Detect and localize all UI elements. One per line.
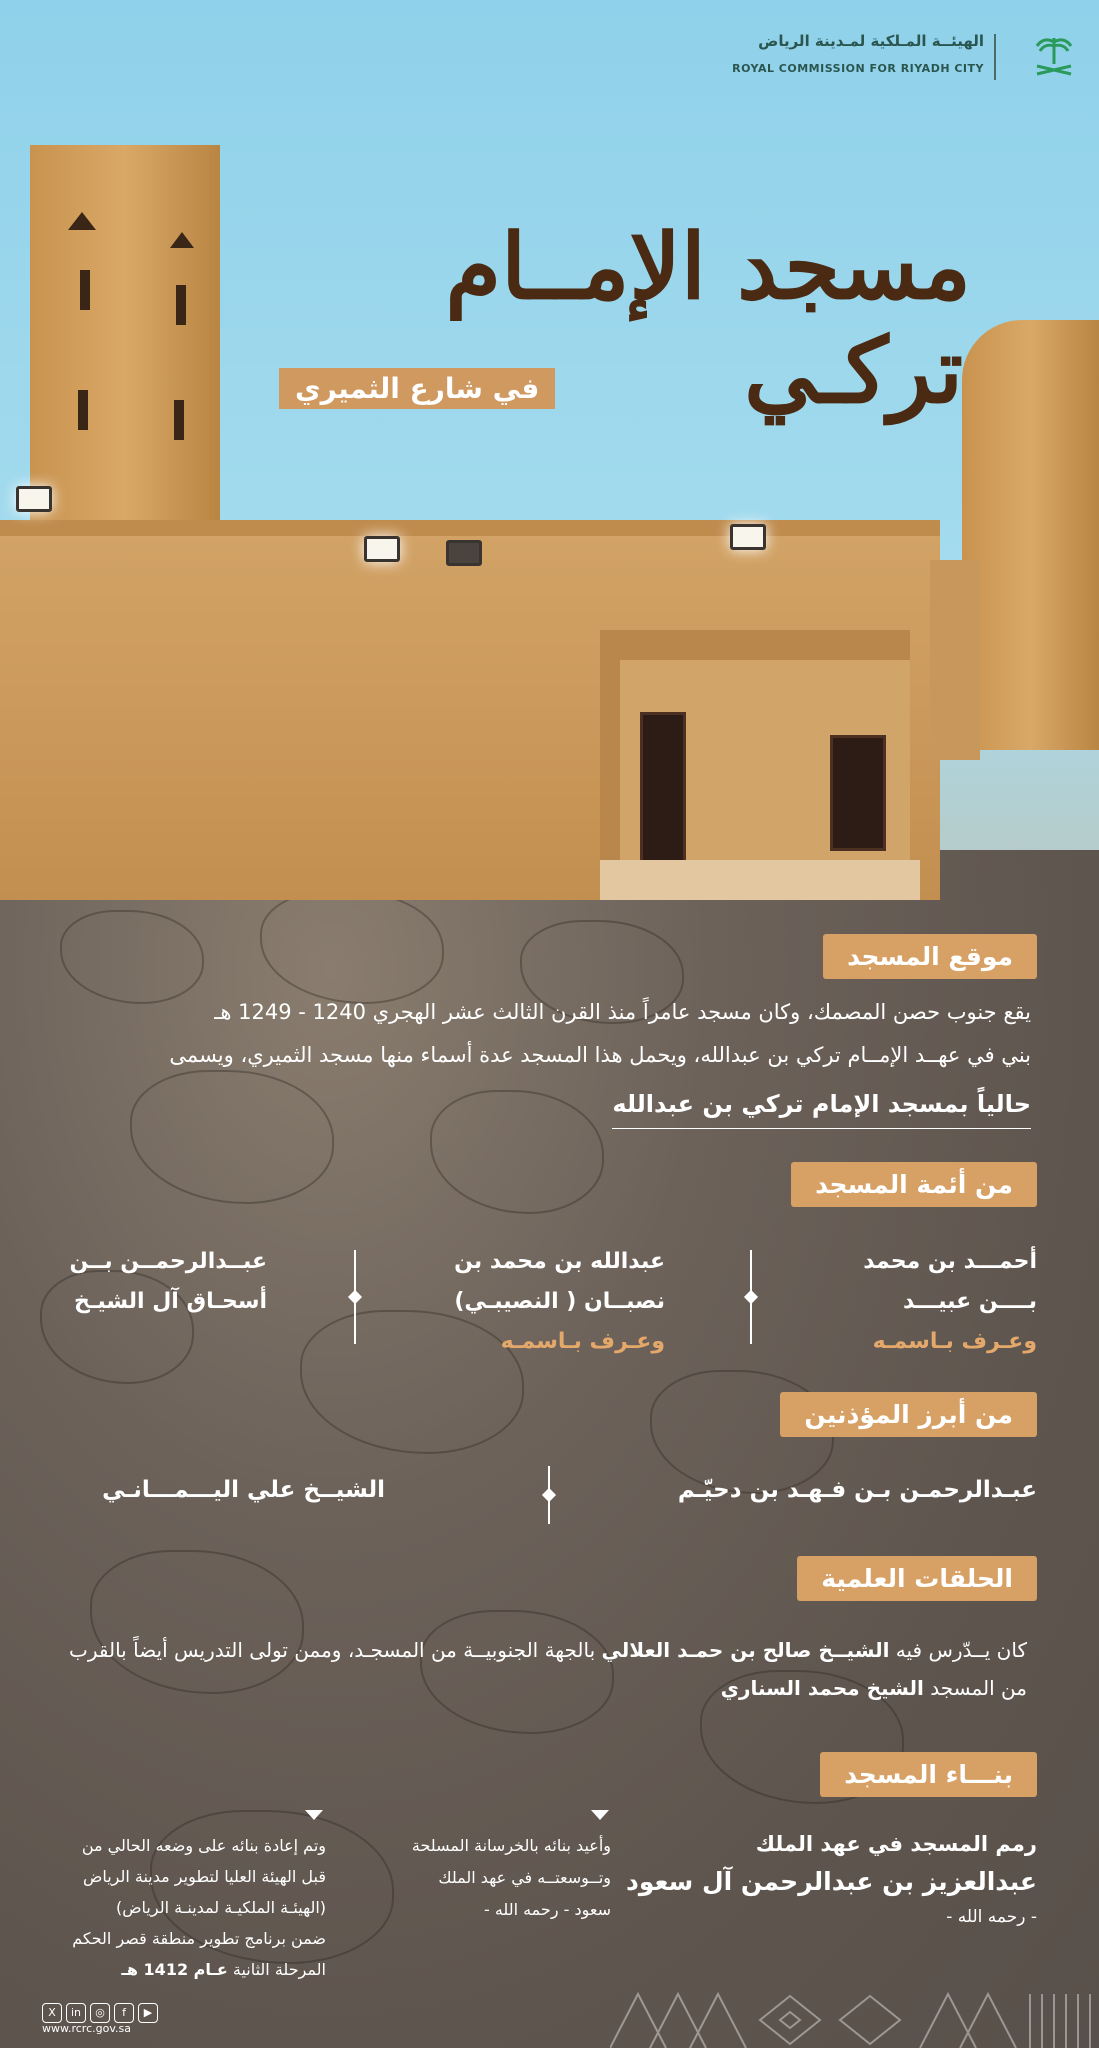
circles-heading: الحلقات العلمية <box>797 1556 1037 1601</box>
divider <box>548 1466 550 1524</box>
muezzin-name: عبـدالرحمـن بـن فـهـد بن دحيّـم <box>677 1477 1037 1503</box>
construction-col <box>72 1830 326 1985</box>
page-title-line1: مسجد الإمــام <box>445 214 971 320</box>
muezzin-name: الشيــخ علي اليـــمـــانـي <box>102 1477 385 1503</box>
imam-item <box>37 1242 267 1322</box>
org-name-ar: الهيئــة المـلكية لمـدينة الرياض <box>758 32 984 50</box>
construction-col <box>412 1830 611 1926</box>
imam-line: أسحـاق آل الشيـخ <box>74 1289 267 1314</box>
construction-text: وتــوسعتــه في عهد الملك <box>438 1868 611 1887</box>
linkedin-icon[interactable]: in <box>66 2003 86 2023</box>
mosque-inner-door <box>830 735 886 851</box>
circles-line2 <box>721 1666 1027 1710</box>
construction-text: ضمن برنامج تطوير منطقة قصر الحكم <box>72 1929 326 1948</box>
construction-text: - رحمه الله - <box>946 1907 1037 1927</box>
construction-text <box>72 1954 326 1985</box>
header <box>0 28 1080 88</box>
circles-text: بالجهة الجنوبيــة من المسجـد، وممن تولى التدريس أيضاً بالقرب <box>69 1638 602 1662</box>
page-subtitle: في شارع الثميري <box>279 368 555 409</box>
location-highlight: حالياً بمسجد الإمام تركي بن عبدالله <box>612 1090 1031 1129</box>
website-link[interactable]: www.rcrc.gov.sa <box>42 2022 131 2035</box>
youtube-icon[interactable]: ▶ <box>138 2003 158 2023</box>
location-heading: موقع المسجد <box>823 934 1037 979</box>
imam-line: وعـرف بـاسمـه <box>500 1329 665 1354</box>
imams-heading: من أئمة المسجد <box>791 1162 1037 1207</box>
page-title-line2: تركـي <box>744 318 963 424</box>
construction-text: (الهيئـة الملكيـة لمدينـة الرياض) <box>115 1898 326 1917</box>
muezzins-heading: من أبرز المؤذنين <box>780 1392 1037 1437</box>
org-name-en: ROYAL COMMISSION FOR RIYADH CITY <box>732 62 984 75</box>
construction-text: المرحلة الثانية <box>227 1960 326 1979</box>
circles-teacher: الشيخ محمد السناري <box>720 1676 924 1700</box>
social-links <box>42 2001 162 2023</box>
imam-line: بــــن عبيـــد <box>902 1289 1037 1314</box>
construction-text: عبدالعزيز بن عبدالرحمن آل سعود <box>626 1867 1037 1896</box>
triangle-marker <box>305 1810 323 1820</box>
circles-text: كان يــدّرس فيه <box>889 1638 1027 1662</box>
construction-heading: بنـــاء المسجد <box>820 1752 1037 1797</box>
circles-text: من المسجد <box>923 1676 1027 1700</box>
circles-teacher: الشيــخ صالح بن حمـد العلالي <box>601 1638 890 1662</box>
imam-line: عبدالله بن محمد بن <box>454 1249 665 1274</box>
triangle-marker <box>591 1810 609 1820</box>
location-line1: يقع جنوب حصن المصمك، وكان مسجد عامراً منذ القرن الثالث عشر الهجري 1240 - 1249 هـ <box>214 1000 1031 1024</box>
minaret <box>30 145 220 545</box>
imam-item <box>395 1242 665 1362</box>
imam-item <box>787 1242 1037 1362</box>
facebook-icon[interactable]: f <box>114 2003 134 2023</box>
decorative-pattern <box>610 1992 1099 2048</box>
construction-year: عـام 1412 هـ <box>121 1960 228 1979</box>
instagram-icon[interactable]: ◎ <box>90 2003 110 2023</box>
construction-text: رمم المسجد في عهد الملك <box>755 1832 1037 1856</box>
palm-swords-emblem-icon <box>1029 32 1079 82</box>
divider <box>750 1250 752 1344</box>
construction-text: قبل الهيئة العليا لتطوير مدينة الرياض <box>82 1867 326 1886</box>
imam-line: نصبــان ( النصيبـي) <box>454 1289 665 1314</box>
fort-tower <box>962 320 1099 750</box>
mosque-door <box>640 712 686 868</box>
divider <box>354 1250 356 1344</box>
imam-line: عبــدالرحمــن بــن <box>69 1249 267 1274</box>
construction-text: وأعيد بنائه بالخرسانة المسلحة <box>411 1836 611 1855</box>
imam-line: وعـرف بـاسمـه <box>872 1329 1037 1354</box>
imam-line: أحمـــد بن محمد <box>863 1249 1037 1274</box>
construction-text: سعود - رحمه الله - <box>483 1900 611 1919</box>
x-icon[interactable]: X <box>42 2003 62 2023</box>
construction-text: وتم إعادة بنائه على وضعه الحالي من <box>81 1836 326 1855</box>
location-line2: بني في عهــد الإمــام تركي بن عبدالله، ويحمل هذا المسجد عدة أسماء منها مسجد الثميري، ويسمى <box>169 1043 1031 1067</box>
construction-col <box>626 1826 1037 1932</box>
